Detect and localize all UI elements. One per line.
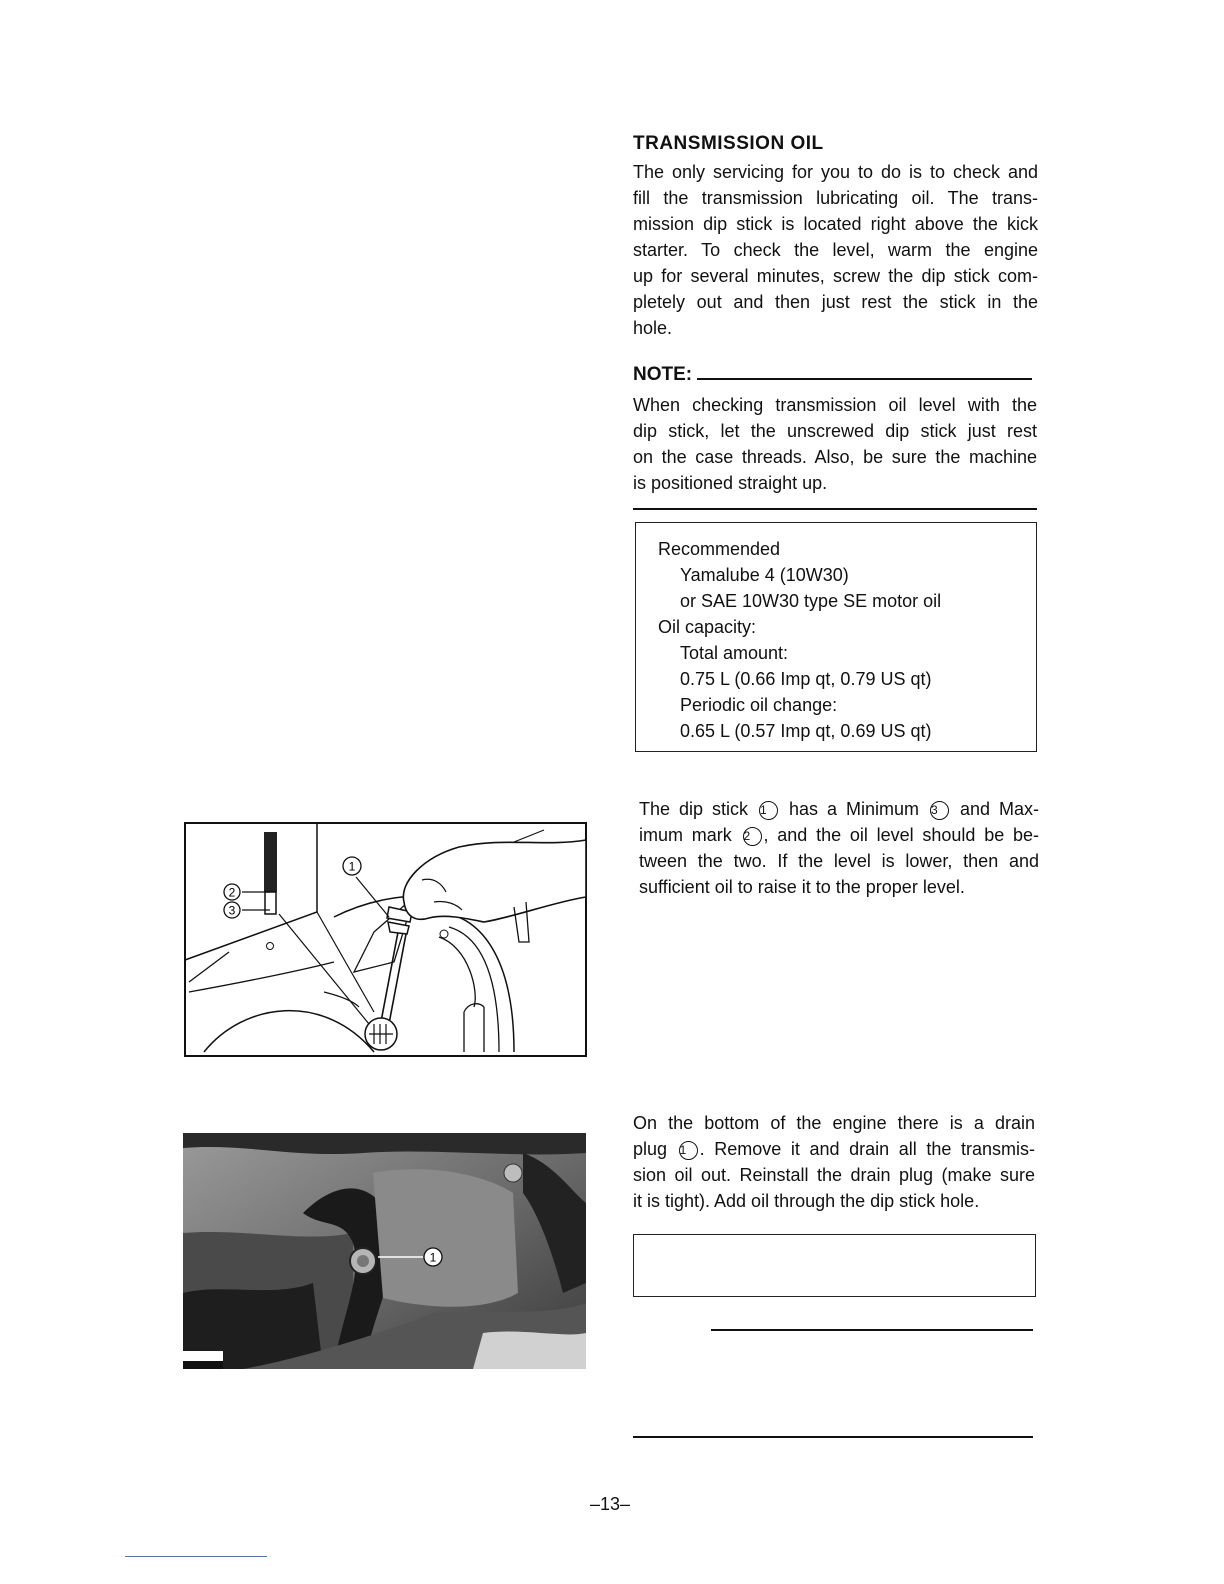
note-line: dip stick, let the unscrewed dip stick just rest [633, 421, 1037, 441]
dipstick-text: imum mark [639, 825, 732, 845]
drain-line: On the bottom of the engine there is a drain [633, 1113, 1035, 1133]
total-amount-value: 0.75 L (0.66 Imp qt, 0.79 US qt) [680, 669, 932, 689]
dipstick-text: and Max- [959, 799, 1039, 819]
capacity-label: Oil capacity: [658, 617, 757, 637]
dipstick-line [639, 796, 1039, 822]
note-line: is positioned straight up. [633, 473, 828, 493]
footer-link-underline [125, 1556, 267, 1557]
callout-1-marker: 1 [759, 801, 778, 820]
dipstick-line: sufficient oil to raise it to the proper level. [639, 877, 965, 897]
callout-3-label: 3 [228, 903, 236, 918]
note-paragraph [633, 392, 1037, 496]
separator-rule [711, 1329, 1033, 1331]
intro-line: up for several minutes, screw the dip stick com- [633, 266, 1038, 286]
periodic-change-value: 0.65 L (0.57 Imp qt, 0.69 US qt) [680, 721, 932, 741]
oil-spec-box [635, 522, 1037, 752]
dipstick-text: , and the oil level should be be- [763, 825, 1039, 845]
intro-line: starter. To check the level, warm the engine [633, 240, 1038, 260]
inset-dipstick-handle [264, 832, 277, 892]
note-end-rule [633, 508, 1037, 510]
intro-line: hole. [633, 318, 673, 338]
dipstick-text: The dip stick [639, 799, 748, 819]
dipstick-text: has a Minimum [788, 799, 919, 819]
callout-1-marker: 1 [679, 1141, 698, 1160]
separator-rule [633, 1436, 1033, 1438]
dipstick-illustration [184, 822, 587, 1057]
recommended-oil: Yamalube 4 (10W30) [680, 565, 849, 585]
empty-spec-box [633, 1234, 1036, 1297]
drain-text: . Remove it and drain all the transmis- [699, 1139, 1035, 1159]
drain-text: plug [633, 1139, 668, 1159]
callout-3-marker: 3 [930, 801, 949, 820]
intro-line: The only servicing for you to do is to check and [633, 162, 1038, 182]
callout-1-label: 1 [348, 859, 356, 874]
callout-1-label: 1 [429, 1250, 437, 1265]
callout-2-label: 2 [228, 885, 236, 900]
periodic-change-label: Periodic oil change: [680, 695, 838, 715]
recommended-label: Recommended [658, 539, 781, 559]
dipstick-paragraph [639, 796, 1039, 900]
callout-2-marker: 2 [743, 827, 762, 846]
page-number: –13– [589, 1494, 631, 1514]
dipstick-line [639, 822, 1039, 848]
dipstick-line: tween the two. If the level is lower, then and [639, 851, 1039, 871]
drain-plug-photo [183, 1133, 586, 1369]
intro-line: mission dip stick is located right above the kick [633, 214, 1038, 234]
inset-dipstick-tip [265, 892, 276, 914]
intro-line: pletely out and then just rest the stick in the [633, 292, 1038, 312]
drain-line [633, 1136, 1035, 1162]
note-rule [697, 378, 1032, 380]
note-line: When checking transmission oil level with the [633, 395, 1037, 415]
note-line: on the case threads. Also, be sure the machine [633, 447, 1037, 467]
total-amount-label: Total amount: [680, 643, 789, 663]
drain-line: sion oil out. Reinstall the drain plug (make sure [633, 1165, 1035, 1185]
drain-line: it is tight). Add oil through the dip stick hole. [633, 1191, 980, 1211]
drain-paragraph [633, 1110, 1035, 1214]
section-title: TRANSMISSION OIL [633, 133, 824, 154]
note-label: NOTE: [633, 364, 693, 385]
intro-paragraph [633, 159, 1038, 341]
alternate-oil: or SAE 10W30 type SE motor oil [680, 591, 942, 611]
intro-line: fill the transmission lubricating oil. The trans- [633, 188, 1038, 208]
